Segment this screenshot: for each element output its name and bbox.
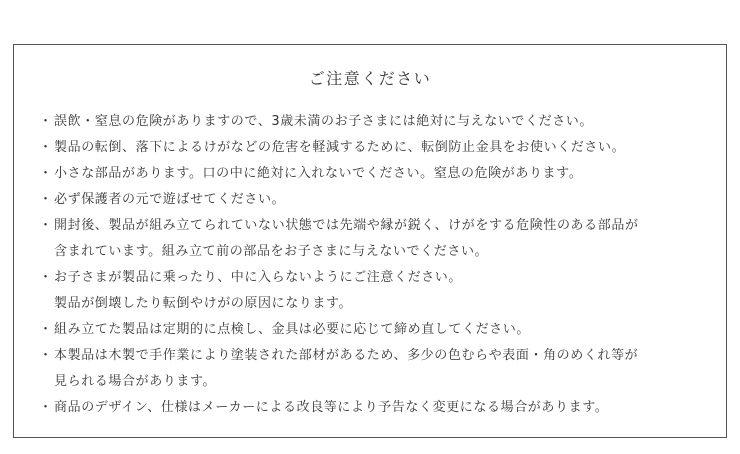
notice-text: 製品の転倒、落下によるけがなどの危害を軽減するために、転倒防止金具をお使いください。 (54, 140, 626, 155)
notice-item (39, 265, 719, 317)
notice-item (39, 135, 719, 161)
notice-item (39, 317, 719, 343)
notice-text: 誤飲・窒息の危険がありますので、3歳未満のお子さまには絶対に与えないでください。 (54, 114, 594, 129)
notice-item (39, 213, 719, 265)
notice-title: ご注意ください (308, 69, 432, 88)
bullet: ・ (39, 270, 53, 285)
notice-text: お子さまが製品に乗ったり、中に入らないようにご注意ください。 (54, 270, 463, 285)
notice-text: 組み立てた製品は定期的に点検し、金具は必要に応じて締め直してください。 (54, 322, 531, 337)
notice-item (39, 395, 719, 421)
notice-text: 必ず保護者の元で遊ばせてください。 (54, 192, 286, 207)
bullet: ・ (39, 114, 53, 129)
notice-text: 小さな部品があります。口の中に絶対に入れないでください。窒息の危険があります。 (54, 166, 583, 181)
bullet: ・ (39, 192, 53, 207)
bullet: ・ (39, 400, 53, 415)
notice-list (39, 109, 719, 421)
notice-text: 商品のデザイン、仕様はメーカーによる改良等により予告なく変更になる場合があります。 (54, 400, 609, 415)
notice-item (39, 109, 719, 135)
notice-item (39, 343, 719, 395)
notice-box (13, 44, 727, 438)
bullet: ・ (39, 322, 53, 337)
bullet: ・ (39, 166, 53, 181)
notice-item (39, 187, 719, 213)
bullet: ・ (39, 218, 53, 233)
bullet: ・ (39, 140, 53, 155)
notice-text-continued: 製品が倒壊したり転倒やけがの原因になります。 (54, 296, 353, 311)
bullet: ・ (39, 348, 53, 363)
notice-item (39, 161, 719, 187)
notice-text-continued: 含まれています。組み立て前の部品をお子さまに与えないでください。 (54, 244, 489, 259)
notice-text: 開封後、製品が組み立てられていない状態では先端や縁が鋭く、けがをする危険性のある部品が (54, 218, 639, 233)
notice-text: 本製品は木製で手作業により塗装された部材があるため、多少の色むらや表面・角のめくれ等が (54, 348, 639, 363)
notice-text-continued: 見られる場合があります。 (54, 374, 217, 389)
